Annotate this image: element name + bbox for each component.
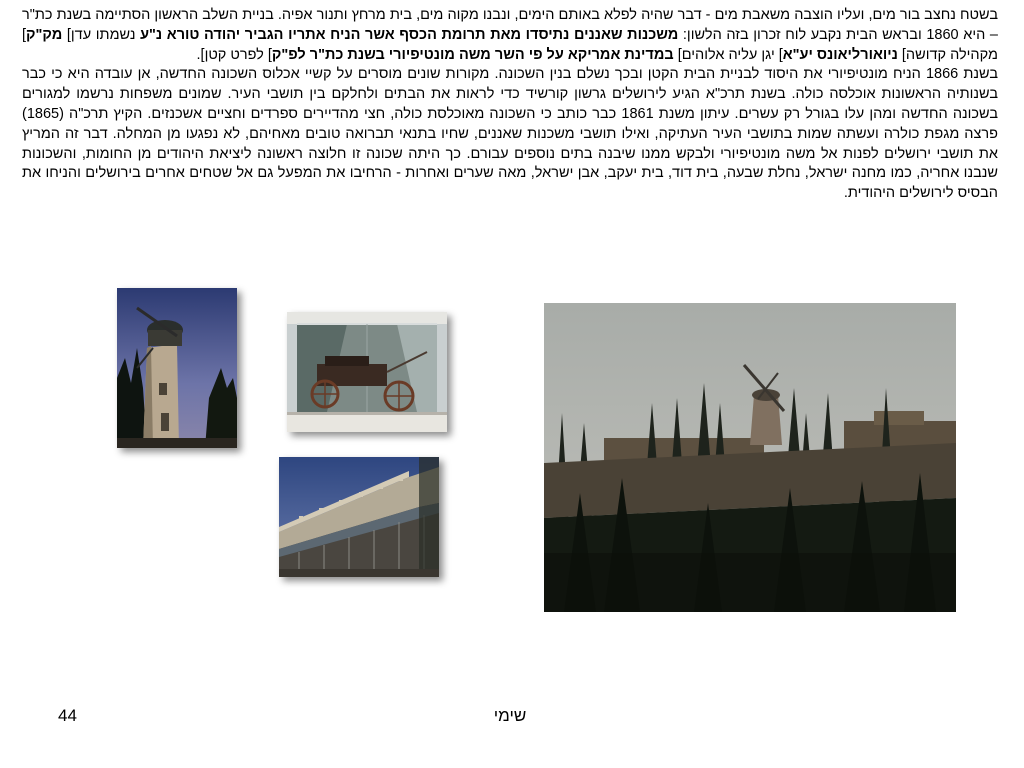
plaque-note-3: ] יגן עליה אלוהים]	[673, 46, 783, 63]
footer-author: שימי	[493, 706, 527, 725]
plaque-text-4: במדינת אמריקא על פי השר משה מונטיפיורי בשנת כת"ר לפ"ק	[271, 46, 674, 63]
plaque-text-2: מק"ק	[26, 26, 63, 43]
paragraph-2: בשנת 1866 הניח מונטיפיורי את היסוד לבניית הבית הקטן ובכך נשלם בנין השכונה. מקורות שונים מוסרים על קשיי אכלוס השכונה החדשה, אן עובדה היא כי כבר בשנותיה הראשונות אוכלסה כולה. בשנת תרכ"א הגיע לירושלים גרשון קורשיד כדי לראות את הבתים ולחלקם בין תושבי העיר. שמונים משפחות נרשמו למגורים בשכונה החדשה ומהן עלו בגורל רק עשרים. עיתון משנת 1861 כבר כותב כי השכונה מאוכלסת כולה, חצי מהדיירים ספרדים וחציים אשכנזים. הקיץ תרכ"ה (1865) פרצה מגפת כולרה ועשתה שמות בתושבי העיר העתיקה, ואילו תושבי משכנות שאננים, שחיו בתנאי תברואה טובים מאחיהם, לא נפגעו מן המחלה. דבר זה המריץ את תושבי ירושלים לפנות אל משה מונטיפיורי ולבקש ממנו שיבנה בתים נוספים עבורם. כך היתה שכונה זו חלוצה ראשונה ליציאת היהודים מן החומות, והשכונות שנבנו אחריה, כמו מחנה ישראל, נחלת שבעה, בית דוד, בית יעקב, אבן ישראל, מאה שערים ואחרות - הרחיבו את המפעל גם אל שטחים אחרים בירושלים והניחו את הבסיס לירושלים היהודית.	[22, 66, 998, 202]
carriage-photo	[287, 312, 447, 432]
plaque-quote: משכנות שאננים נתיסדו מאת תרומת הכסף אשר הניח אתריו הגביר יהודה טורא נ"ע	[140, 26, 679, 43]
body-text	[22, 6, 998, 204]
windmill-photo	[117, 288, 237, 448]
paragraph-1	[22, 6, 998, 65]
plaque-text-3: ניואורליאונס יע"א	[782, 46, 898, 63]
carriage-photo-image	[287, 312, 447, 432]
plaque-note-4: ] לפרט קטן].	[196, 46, 272, 63]
plaque-note-1: נשמתו עדן]	[62, 26, 141, 43]
page-number: 44	[58, 706, 77, 725]
paragraph-1-intro: בשטח נחצב בור מים, ועליו הוצבה משאבת מים - דבר שהיה לפלא באותם הימים, ונבנו מקוה מים, בית מרחץ ותנור אפיה. בניית השלב הראשון הסתיימה בשנת כת"ר – היא 1860 ובראש הבית נקבע לוח זכרון בזה הלשון:	[22, 7, 998, 43]
landscape-photo	[544, 303, 956, 612]
landscape-photo-image	[544, 303, 956, 612]
building-photo-image	[279, 457, 439, 577]
building-photo	[279, 457, 439, 577]
plaque-note-2: ] מקהילה קדושה]	[22, 26, 998, 63]
windmill-photo-image	[117, 288, 237, 448]
